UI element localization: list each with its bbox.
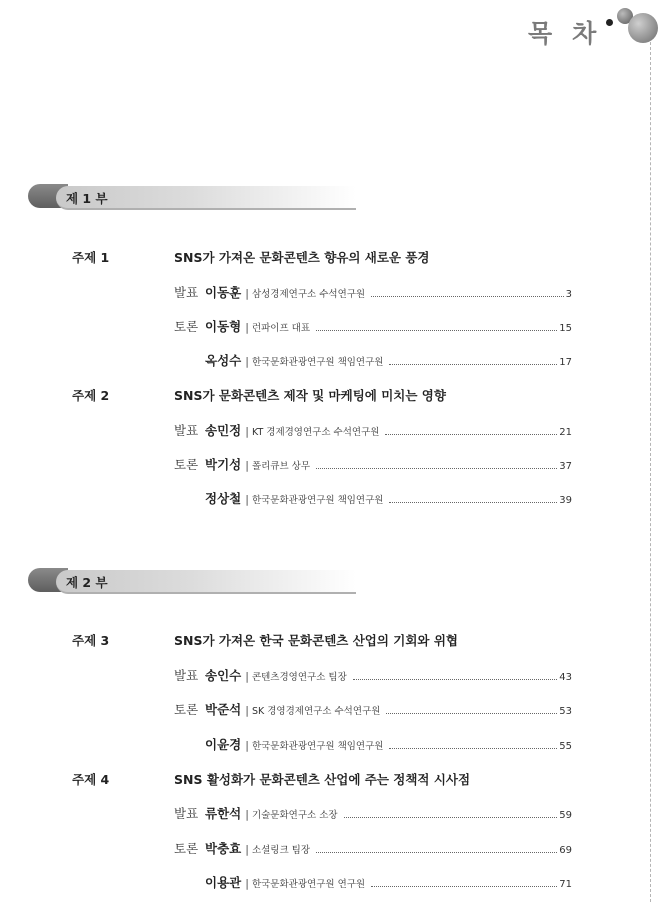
leader-dots — [344, 816, 558, 818]
leader-dots — [389, 501, 557, 503]
entry-name: 박기성 — [205, 457, 242, 472]
entry-name: 이윤경 — [205, 737, 242, 752]
entry-name: 이동훈 — [205, 285, 242, 300]
toc-entry[interactable] — [174, 735, 572, 753]
entry-role: 발표 — [174, 668, 199, 683]
toc-entry[interactable] — [174, 873, 572, 891]
entry-role: 토론 — [174, 319, 199, 334]
leader-dots — [353, 678, 558, 680]
entry-page: 15 — [559, 323, 572, 334]
toc-entry[interactable] — [174, 455, 572, 473]
entry-separator: | — [245, 877, 249, 890]
toc-entry[interactable] — [174, 804, 572, 822]
entry-role: 토론 — [174, 841, 199, 856]
leader-dots — [371, 885, 557, 887]
entry-page: 71 — [559, 879, 572, 890]
leader-dots — [316, 467, 557, 469]
entry-separator: | — [245, 808, 249, 821]
entry-separator: | — [245, 425, 249, 438]
part-heading — [28, 568, 328, 594]
entry-page: 3 — [565, 289, 572, 300]
entry-page: 39 — [559, 495, 572, 506]
entry-affiliation: 소셜링크 팀장 — [251, 845, 311, 856]
leader-dots — [371, 295, 564, 297]
toc-entry[interactable] — [174, 317, 572, 335]
topic-number: 주제 2 — [72, 388, 110, 403]
entry-separator: | — [245, 287, 249, 300]
entry-role: 발표 — [174, 285, 199, 300]
topic-number: 주제 3 — [72, 633, 110, 648]
entry-name: 이동형 — [205, 319, 242, 334]
entry-separator: | — [245, 739, 249, 752]
part-label: 제 1 부 — [66, 191, 108, 206]
part-heading — [28, 184, 328, 210]
leader-dots — [389, 747, 557, 749]
title-char-2: 차 — [572, 19, 597, 48]
decor-dot-small-icon — [606, 19, 613, 26]
toc-entry[interactable] — [174, 666, 572, 684]
entry-affiliation: SK 경영경제연구소 수석연구원 — [251, 706, 381, 717]
toc-entry[interactable] — [174, 351, 572, 369]
entry-affiliation: 삼성경제연구소 수석연구원 — [251, 289, 366, 300]
entry-name: 류한석 — [205, 806, 242, 821]
entry-name: 송민정 — [205, 423, 242, 438]
leader-dots — [389, 363, 557, 365]
topic-number: 주제 4 — [72, 772, 110, 787]
toc-entry[interactable] — [174, 489, 572, 507]
part-label: 제 2 부 — [66, 575, 108, 590]
entry-affiliation: KT 경제경영연구소 수석연구원 — [251, 427, 380, 438]
entry-page: 43 — [559, 672, 572, 683]
toc-entry[interactable] — [174, 283, 572, 301]
entry-page: 21 — [559, 427, 572, 438]
entry-affiliation: 한국문화관광연구원 연구원 — [251, 879, 366, 890]
title-char-1: 목 — [528, 19, 553, 48]
topic-title: SNS 활성화가 문화콘텐츠 산업에 주는 정책적 시사점 — [174, 772, 471, 787]
entry-name: 정상철 — [205, 491, 242, 506]
entry-page: 17 — [559, 357, 572, 368]
entry-affiliation: 한국문화관광연구원 책임연구원 — [251, 495, 384, 506]
entry-name: 이용관 — [205, 875, 242, 890]
leader-dots — [316, 851, 557, 853]
entry-separator: | — [245, 843, 249, 856]
topic-title: SNS가 가져온 문화콘텐츠 향유의 새로운 풍경 — [174, 250, 430, 265]
leader-dots — [385, 433, 557, 435]
entry-page: 59 — [559, 810, 572, 821]
topic-title: SNS가 문화콘텐츠 제작 및 마케팅에 미치는 영향 — [174, 388, 446, 403]
margin-rule — [650, 42, 651, 902]
leader-dots — [316, 329, 557, 331]
entry-role: 발표 — [174, 806, 199, 821]
entry-separator: | — [245, 355, 249, 368]
entry-separator: | — [245, 704, 249, 717]
entry-page: 69 — [559, 845, 572, 856]
topic-number: 주제 1 — [72, 250, 110, 265]
entry-affiliation: 한국문화관광연구원 책임연구원 — [251, 741, 384, 752]
entry-role: 토론 — [174, 457, 199, 472]
entry-name: 박준석 — [205, 702, 242, 717]
entry-separator: | — [245, 670, 249, 683]
page-title — [528, 14, 596, 50]
entry-separator: | — [245, 459, 249, 472]
entry-page: 55 — [559, 741, 572, 752]
entry-affiliation: 콘텐츠경영연구소 팀장 — [251, 672, 347, 683]
entry-name: 송인수 — [205, 668, 242, 683]
toc-entry[interactable] — [174, 839, 572, 857]
entry-separator: | — [245, 321, 249, 334]
entry-page: 53 — [559, 706, 572, 717]
toc-entry[interactable] — [174, 421, 572, 439]
entry-affiliation: 폴리큐브 상무 — [251, 461, 311, 472]
entry-affiliation: 기술문화연구소 소장 — [251, 810, 338, 821]
entry-role: 토론 — [174, 702, 199, 717]
topic-title: SNS가 가져온 한국 문화콘텐츠 산업의 기회와 위협 — [174, 633, 459, 648]
entry-affiliation: 한국문화관광연구원 책임연구원 — [251, 357, 384, 368]
toc-entry[interactable] — [174, 700, 572, 718]
entry-page: 37 — [559, 461, 572, 472]
entry-role: 발표 — [174, 423, 199, 438]
entry-name: 박충효 — [205, 841, 242, 856]
entry-affiliation: 런파이프 대표 — [251, 323, 311, 334]
entry-name: 옥성수 — [205, 353, 242, 368]
entry-separator: | — [245, 493, 249, 506]
decor-dot-large-icon — [628, 13, 658, 43]
leader-dots — [386, 712, 557, 714]
